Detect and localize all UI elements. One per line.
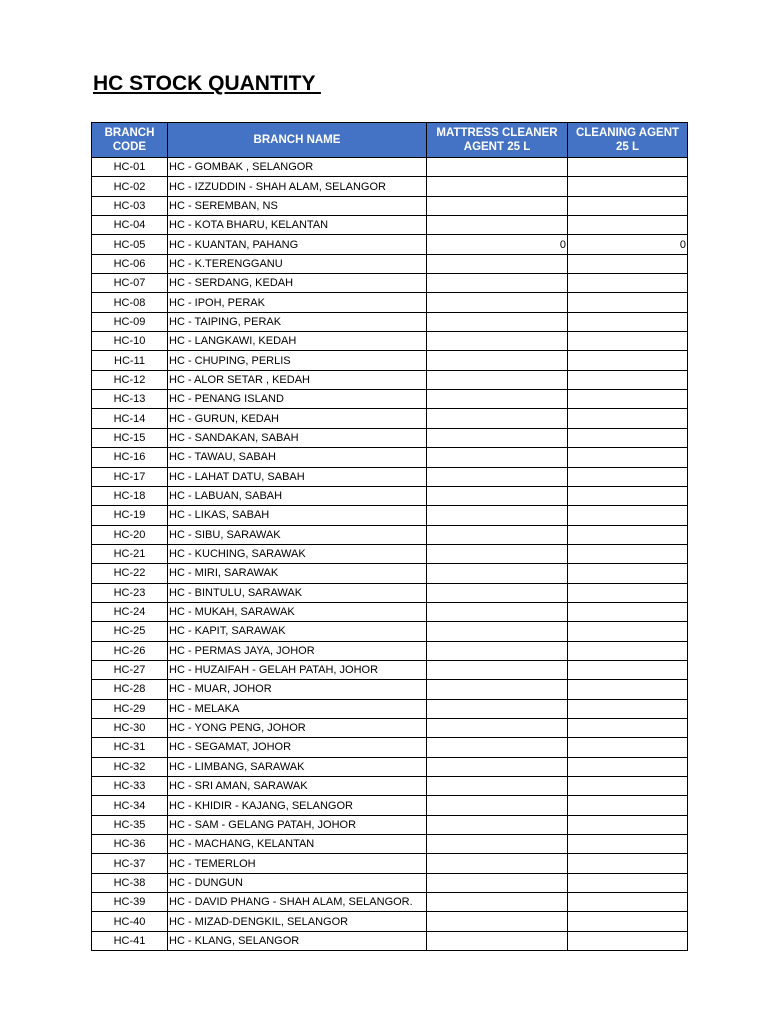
branch-name-cell[interactable]: HC - TEMERLOH [168,854,427,873]
branch-name-cell[interactable]: HC - DUNGUN [168,873,427,892]
cleaning-agent-qty-cell[interactable] [568,738,688,757]
branch-name-cell[interactable]: HC - SEREMBAN, NS [168,196,427,215]
cleaning-agent-qty-cell[interactable] [568,680,688,699]
branch-code-cell[interactable]: HC-37 [92,854,168,873]
mattress-cleaner-qty-cell[interactable] [427,854,568,873]
table-row [92,158,688,177]
mattress-cleaner-qty-cell[interactable] [427,293,568,312]
branch-name-cell[interactable]: HC - IPOH, PERAK [168,293,427,312]
table-row [92,564,688,583]
cleaning-agent-qty-cell[interactable] [568,699,688,718]
branch-name-cell[interactable]: HC - SEGAMAT, JOHOR [168,738,427,757]
table-row [92,467,688,486]
branch-code-cell[interactable]: HC-40 [92,912,168,931]
branch-code-cell[interactable]: HC-06 [92,254,168,273]
branch-code-cell[interactable]: HC-23 [92,583,168,602]
branch-name-cell[interactable]: HC - PENANG ISLAND [168,390,427,409]
branch-name-cell[interactable]: HC - LANGKAWI, KEDAH [168,332,427,351]
cleaning-agent-qty-cell[interactable] [568,177,688,196]
mattress-cleaner-qty-cell[interactable] [427,332,568,351]
cleaning-agent-qty-cell[interactable] [568,467,688,486]
header-row [92,123,688,158]
mattress-cleaner-qty-cell[interactable] [427,699,568,718]
table-row [92,506,688,525]
table-row [92,216,688,235]
cleaning-agent-qty-cell[interactable] [568,254,688,273]
branch-name-cell[interactable]: HC - GURUN, KEDAH [168,409,427,428]
table-row [92,274,688,293]
cleaning-agent-qty-cell[interactable] [568,564,688,583]
mattress-cleaner-qty-cell[interactable] [427,467,568,486]
cleaning-agent-qty-cell[interactable] [568,274,688,293]
cleaning-agent-qty-cell[interactable] [568,757,688,776]
branch-code-cell[interactable]: HC-36 [92,835,168,854]
branch-name-cell[interactable]: HC - SIBU, SARAWAK [168,525,427,544]
branch-name-cell[interactable]: HC - KUCHING, SARAWAK [168,544,427,563]
mattress-cleaner-qty-cell[interactable] [427,660,568,679]
branch-code-cell[interactable]: HC-17 [92,467,168,486]
cleaning-agent-qty-cell[interactable] [568,544,688,563]
mattress-cleaner-qty-cell[interactable] [427,873,568,892]
table-row [92,409,688,428]
branch-code-cell[interactable]: HC-20 [92,525,168,544]
table-row [92,351,688,370]
table-row [92,312,688,331]
cleaning-agent-qty-cell[interactable] [568,506,688,525]
cleaning-agent-qty-cell[interactable] [568,718,688,737]
mattress-cleaner-qty-cell[interactable] [427,912,568,931]
branch-name-cell[interactable]: HC - KOTA BHARU, KELANTAN [168,216,427,235]
table-row [92,235,688,254]
cleaning-agent-qty-cell[interactable] [568,332,688,351]
mattress-cleaner-qty-cell[interactable] [427,486,568,505]
mattress-cleaner-qty-cell[interactable] [427,893,568,912]
cleaning-agent-qty-cell[interactable] [568,293,688,312]
cleaning-agent-qty-cell[interactable] [568,370,688,389]
table-row [92,293,688,312]
table-row [92,873,688,892]
branch-name-cell[interactable]: HC - LABUAN, SABAH [168,486,427,505]
cleaning-agent-qty-cell[interactable] [568,390,688,409]
branch-name-cell[interactable]: HC - SAM - GELANG PATAH, JOHOR [168,815,427,834]
branch-code-cell[interactable]: HC-01 [92,158,168,177]
branch-code-cell[interactable]: HC-41 [92,931,168,950]
header-branch-code: BRANCH CODE [92,123,168,158]
cleaning-agent-qty-cell[interactable] [568,912,688,931]
mattress-cleaner-qty-cell[interactable] [427,564,568,583]
branch-code-cell[interactable]: HC-27 [92,660,168,679]
branch-code-cell[interactable]: HC-09 [92,312,168,331]
branch-code-cell[interactable]: HC-03 [92,196,168,215]
mattress-cleaner-qty-cell[interactable] [427,622,568,641]
branch-code-cell[interactable]: HC-05 [92,235,168,254]
cleaning-agent-qty-cell[interactable] [568,796,688,815]
mattress-cleaner-qty-cell[interactable] [427,216,568,235]
branch-name-cell[interactable]: HC - KUANTAN, PAHANG [168,235,427,254]
branch-code-cell[interactable]: HC-24 [92,602,168,621]
branch-name-cell[interactable]: HC - HUZAIFAH - GELAH PATAH, JOHOR [168,660,427,679]
mattress-cleaner-qty-cell[interactable] [427,835,568,854]
mattress-cleaner-qty-cell[interactable] [427,409,568,428]
mattress-cleaner-qty-cell[interactable] [427,680,568,699]
mattress-cleaner-qty-cell[interactable] [427,931,568,950]
branch-name-cell[interactable]: HC - DAVID PHANG - SHAH ALAM, SELANGOR. [168,893,427,912]
cleaning-agent-qty-cell[interactable] [568,893,688,912]
table-row [92,931,688,950]
mattress-cleaner-qty-cell[interactable] [427,274,568,293]
table-row [92,583,688,602]
branch-name-cell[interactable]: HC - MACHANG, KELANTAN [168,835,427,854]
table-row [92,815,688,834]
table-row [92,699,688,718]
mattress-cleaner-qty-cell[interactable] [427,506,568,525]
mattress-cleaner-qty-cell[interactable] [427,777,568,796]
mattress-cleaner-qty-cell[interactable] [427,390,568,409]
mattress-cleaner-qty-cell[interactable]: 0 [427,235,568,254]
branch-code-cell[interactable]: HC-07 [92,274,168,293]
branch-code-cell[interactable]: HC-32 [92,757,168,776]
table-row [92,525,688,544]
table-row [92,602,688,621]
table-row [92,757,688,776]
branch-code-cell[interactable]: HC-35 [92,815,168,834]
table-row [92,777,688,796]
table-row [92,835,688,854]
header-mattress-cleaner: MATTRESS CLEANER AGENT 25 L [427,123,568,158]
cleaning-agent-qty-cell[interactable] [568,873,688,892]
branch-code-cell[interactable]: HC-08 [92,293,168,312]
cleaning-agent-qty-cell[interactable]: 0 [568,235,688,254]
mattress-cleaner-qty-cell[interactable] [427,718,568,737]
branch-code-cell[interactable]: HC-18 [92,486,168,505]
cleaning-agent-qty-cell[interactable] [568,312,688,331]
header-cleaning-agent: CLEANING AGENT 25 L [568,123,688,158]
branch-code-cell[interactable]: HC-39 [92,893,168,912]
mattress-cleaner-qty-cell[interactable] [427,254,568,273]
cleaning-agent-qty-cell[interactable] [568,777,688,796]
branch-name-cell[interactable]: HC - TAIPING, PERAK [168,312,427,331]
branch-code-cell[interactable]: HC-28 [92,680,168,699]
page-title: HC STOCK QUANTITY [93,72,321,95]
branch-name-cell[interactable]: HC - KLANG, SELANGOR [168,931,427,950]
table-row [92,390,688,409]
table-row [92,544,688,563]
table-row [92,254,688,273]
table-body [92,158,688,951]
table-row [92,893,688,912]
branch-code-cell[interactable]: HC-13 [92,390,168,409]
branch-name-cell[interactable]: HC - MIRI, SARAWAK [168,564,427,583]
mattress-cleaner-qty-cell[interactable] [427,177,568,196]
branch-name-cell[interactable]: HC - CHUPING, PERLIS [168,351,427,370]
branch-name-cell[interactable]: HC - MUAR, JOHOR [168,680,427,699]
cleaning-agent-qty-cell[interactable] [568,428,688,447]
cleaning-agent-qty-cell[interactable] [568,158,688,177]
branch-name-cell[interactable]: HC - IZZUDDIN - SHAH ALAM, SELANGOR [168,177,427,196]
cleaning-agent-qty-cell[interactable] [568,835,688,854]
table-row [92,196,688,215]
table-row [92,177,688,196]
branch-name-cell[interactable]: HC - YONG PENG, JOHOR [168,718,427,737]
branch-code-cell[interactable]: HC-26 [92,641,168,660]
branch-code-cell[interactable]: HC-12 [92,370,168,389]
branch-name-cell[interactable]: HC - MUKAH, SARAWAK [168,602,427,621]
table-row [92,370,688,389]
mattress-cleaner-qty-cell[interactable] [427,815,568,834]
cleaning-agent-qty-cell[interactable] [568,854,688,873]
mattress-cleaner-qty-cell[interactable] [427,370,568,389]
branch-name-cell[interactable]: HC - GOMBAK , SELANGOR [168,158,427,177]
table-row [92,448,688,467]
branch-code-cell[interactable]: HC-29 [92,699,168,718]
branch-name-cell[interactable]: HC - SRI AMAN, SARAWAK [168,777,427,796]
branch-name-cell[interactable]: HC - TAWAU, SABAH [168,448,427,467]
branch-name-cell[interactable]: HC - K.TERENGGANU [168,254,427,273]
branch-code-cell[interactable]: HC-15 [92,428,168,447]
mattress-cleaner-qty-cell[interactable] [427,312,568,331]
table-row [92,332,688,351]
stock-table [91,122,688,951]
branch-code-cell[interactable]: HC-25 [92,622,168,641]
branch-code-cell[interactable]: HC-33 [92,777,168,796]
table-row [92,622,688,641]
branch-code-cell[interactable]: HC-34 [92,796,168,815]
header-branch-name: BRANCH NAME [168,123,427,158]
table-row [92,486,688,505]
table-row [92,680,688,699]
branch-code-cell[interactable]: HC-16 [92,448,168,467]
branch-name-cell[interactable]: HC - KAPIT, SARAWAK [168,622,427,641]
cleaning-agent-qty-cell[interactable] [568,196,688,215]
mattress-cleaner-qty-cell[interactable] [427,428,568,447]
cleaning-agent-qty-cell[interactable] [568,931,688,950]
mattress-cleaner-qty-cell[interactable] [427,544,568,563]
branch-name-cell[interactable]: HC - MELAKA [168,699,427,718]
branch-name-cell[interactable]: HC - LIKAS, SABAH [168,506,427,525]
cleaning-agent-qty-cell[interactable] [568,622,688,641]
mattress-cleaner-qty-cell[interactable] [427,641,568,660]
mattress-cleaner-qty-cell[interactable] [427,757,568,776]
branch-code-cell[interactable]: HC-38 [92,873,168,892]
branch-code-cell[interactable]: HC-11 [92,351,168,370]
branch-code-cell[interactable]: HC-22 [92,564,168,583]
branch-code-cell[interactable]: HC-31 [92,738,168,757]
branch-code-cell[interactable]: HC-14 [92,409,168,428]
cleaning-agent-qty-cell[interactable] [568,525,688,544]
mattress-cleaner-qty-cell[interactable] [427,738,568,757]
table-row [92,428,688,447]
branch-name-cell[interactable]: HC - KHIDIR - KAJANG, SELANGOR [168,796,427,815]
branch-code-cell[interactable]: HC-04 [92,216,168,235]
cleaning-agent-qty-cell[interactable] [568,602,688,621]
branch-name-cell[interactable]: HC - LAHAT DATU, SABAH [168,467,427,486]
cleaning-agent-qty-cell[interactable] [568,448,688,467]
table-row [92,738,688,757]
table-row [92,660,688,679]
mattress-cleaner-qty-cell[interactable] [427,796,568,815]
branch-code-cell[interactable]: HC-21 [92,544,168,563]
table-row [92,641,688,660]
branch-name-cell[interactable]: HC - BINTULU, SARAWAK [168,583,427,602]
branch-code-cell[interactable]: HC-19 [92,506,168,525]
branch-name-cell[interactable]: HC - SANDAKAN, SABAH [168,428,427,447]
mattress-cleaner-qty-cell[interactable] [427,351,568,370]
cleaning-agent-qty-cell[interactable] [568,583,688,602]
cleaning-agent-qty-cell[interactable] [568,641,688,660]
branch-name-cell[interactable]: HC - ALOR SETAR , KEDAH [168,370,427,389]
cleaning-agent-qty-cell[interactable] [568,486,688,505]
mattress-cleaner-qty-cell[interactable] [427,448,568,467]
branch-code-cell[interactable]: HC-10 [92,332,168,351]
branch-name-cell[interactable]: HC - MIZAD-DENGKIL, SELANGOR [168,912,427,931]
table-row [92,718,688,737]
branch-name-cell[interactable]: HC - SERDANG, KEDAH [168,274,427,293]
mattress-cleaner-qty-cell[interactable] [427,525,568,544]
cleaning-agent-qty-cell[interactable] [568,351,688,370]
table-row [92,796,688,815]
cleaning-agent-qty-cell[interactable] [568,815,688,834]
mattress-cleaner-qty-cell[interactable] [427,583,568,602]
cleaning-agent-qty-cell[interactable] [568,216,688,235]
branch-code-cell[interactable]: HC-02 [92,177,168,196]
mattress-cleaner-qty-cell[interactable] [427,158,568,177]
cleaning-agent-qty-cell[interactable] [568,409,688,428]
table-row [92,912,688,931]
cleaning-agent-qty-cell[interactable] [568,660,688,679]
branch-name-cell[interactable]: HC - LIMBANG, SARAWAK [168,757,427,776]
branch-name-cell[interactable]: HC - PERMAS JAYA, JOHOR [168,641,427,660]
branch-code-cell[interactable]: HC-30 [92,718,168,737]
table-row [92,854,688,873]
mattress-cleaner-qty-cell[interactable] [427,602,568,621]
mattress-cleaner-qty-cell[interactable] [427,196,568,215]
